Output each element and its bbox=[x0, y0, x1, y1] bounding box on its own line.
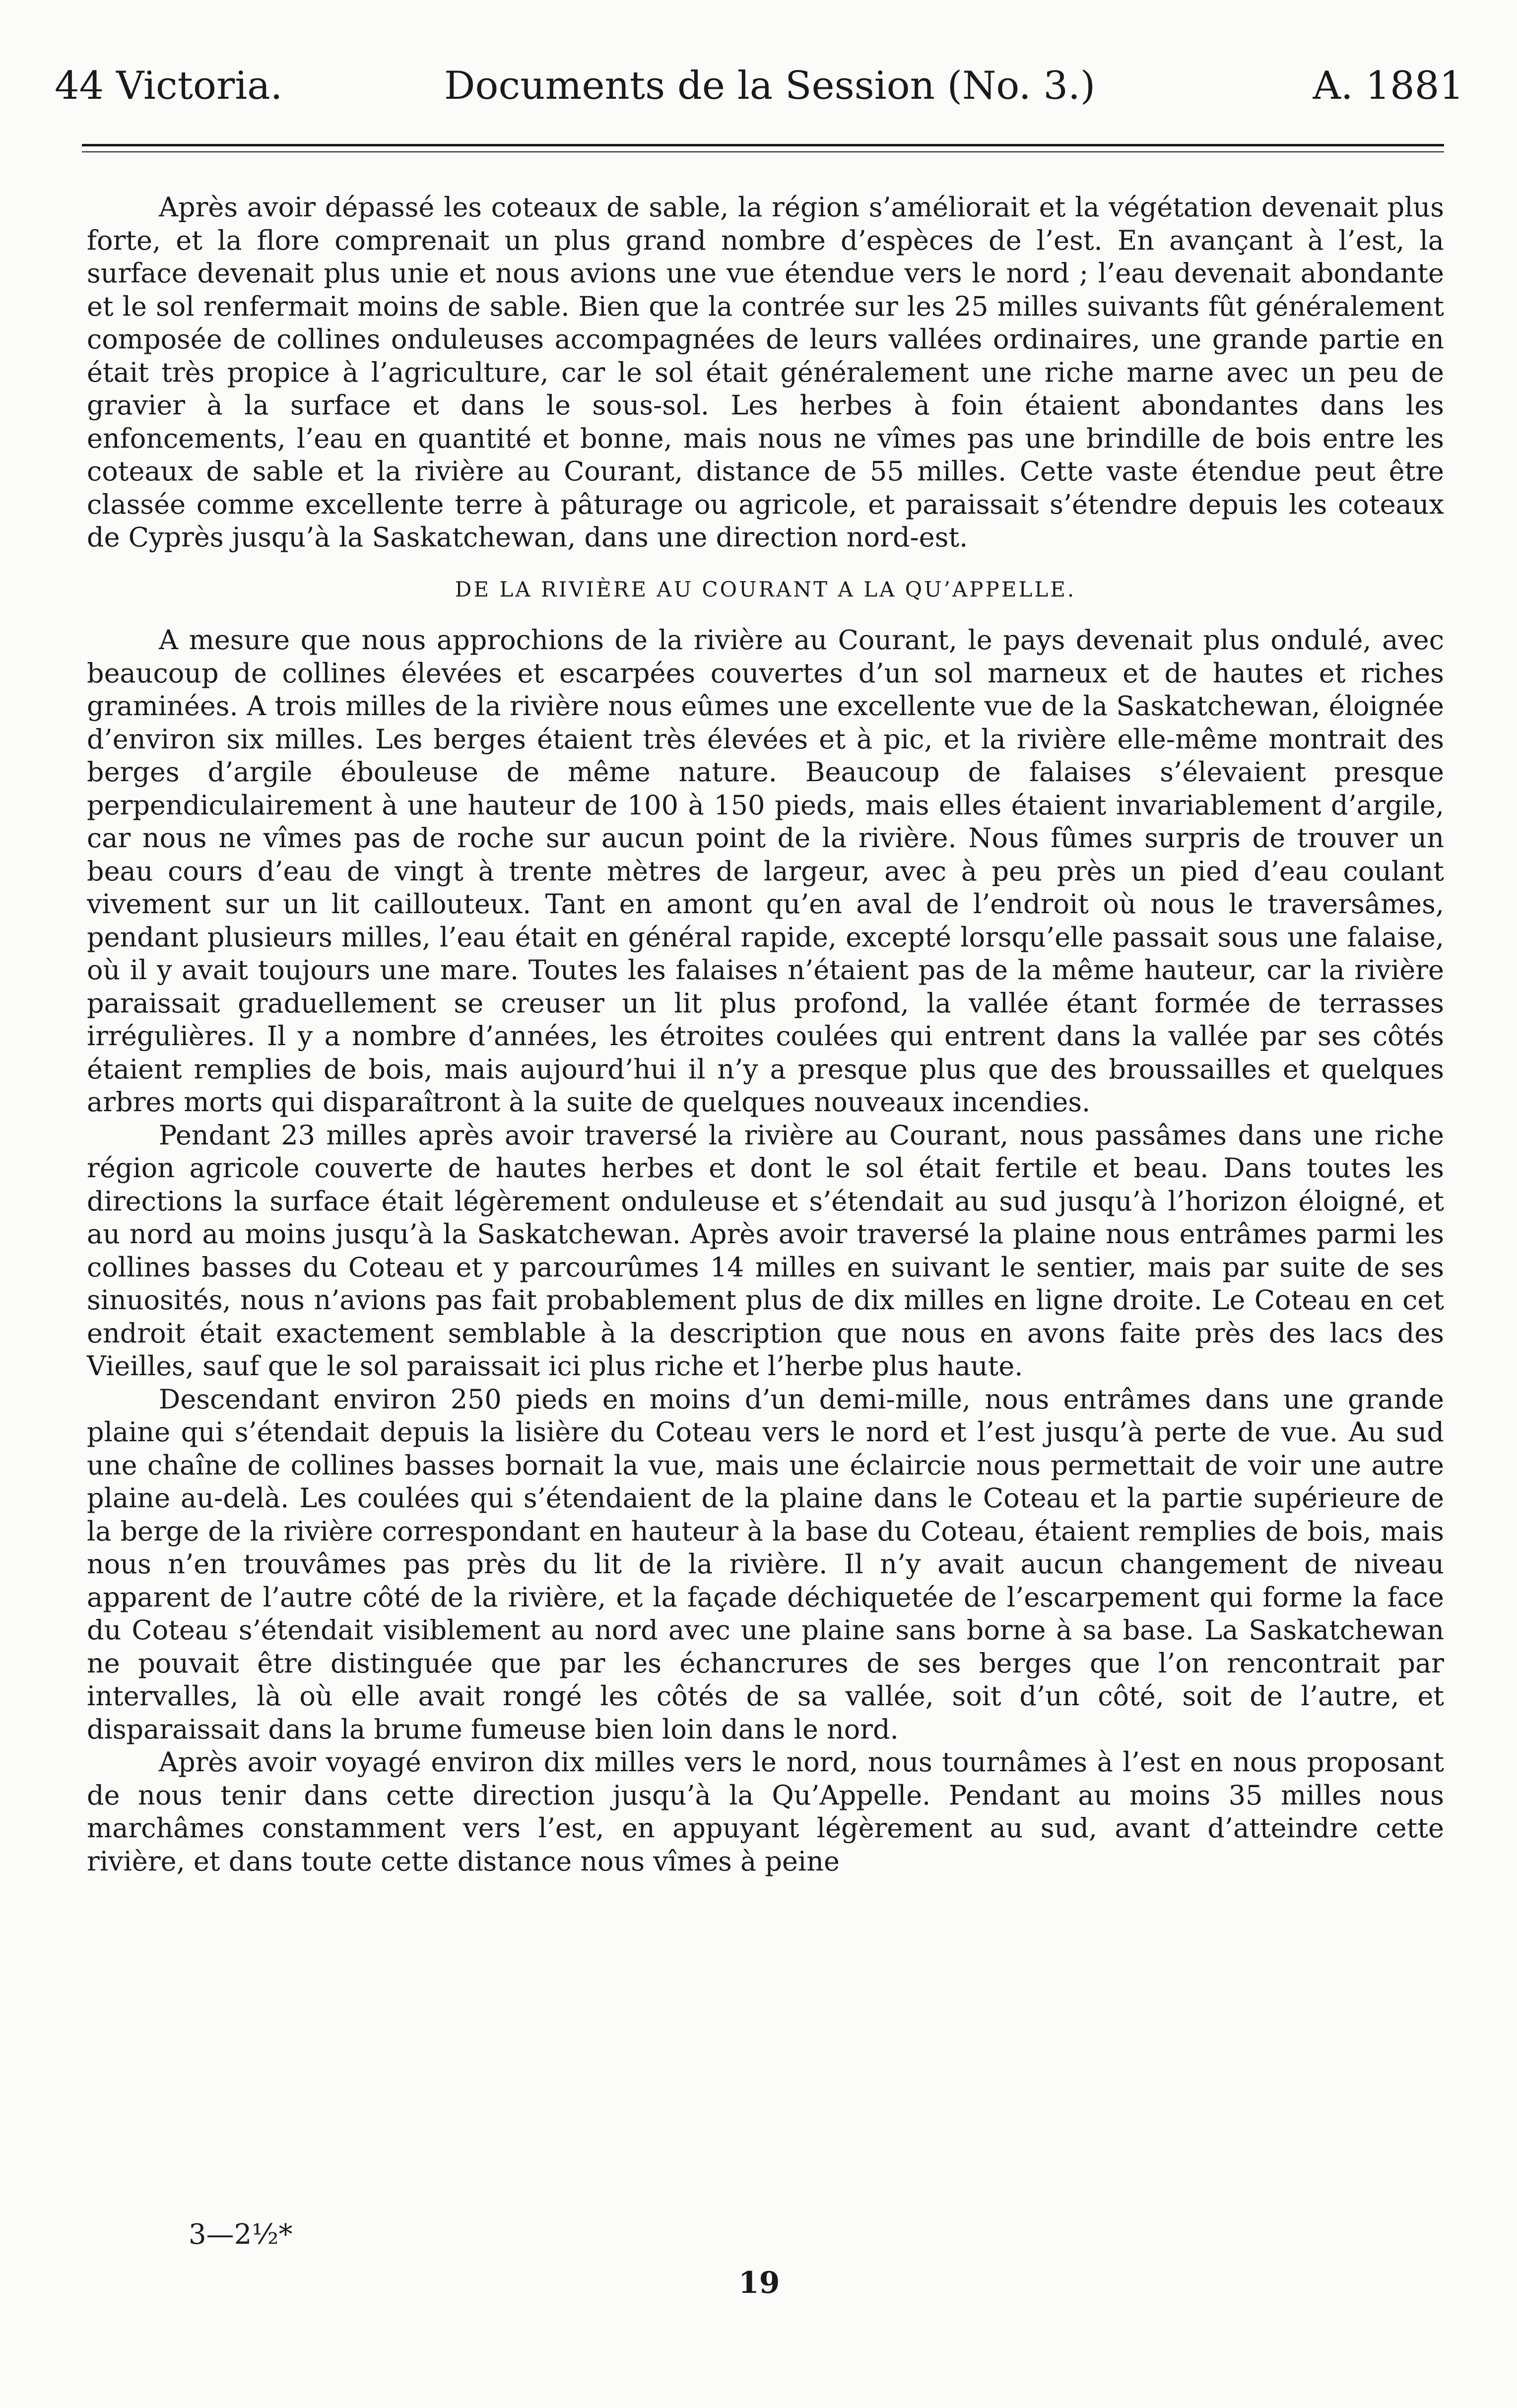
body-text bbox=[87, 191, 1444, 1878]
header-title: Documents de la Session (No. 3.) bbox=[444, 64, 1096, 108]
header-volume: 44 Victoria. bbox=[55, 64, 283, 108]
paragraph-2: A mesure que nous approchions de la rivière au Courant, le pays devenait plus ondulé, avec beaucoup de collines élevées et escarpées couvertes d’un sol marneux et de hautes et riches graminées. A trois milles de la rivière nous eûmes une excellente vue de la Saskatchewan, éloignée d’environ six milles. Les berges étaient très élevées et à pic, et la rivière elle-même montrait des berges d’argile ébouleuse de même nature. Beaucoup de falaises s’élevaient presque perpendiculairement à une hauteur de 100 à 150 pieds, mais elles étaient invariablement d’argile, car nous ne vîmes pas de roche sur aucun point de la rivière. Nous fûmes surpris de trouver un beau cours d’eau de vingt à trente mètres de largeur, avec à peu près un pied d’eau coulant vivement sur un lit caillouteux. Tant en amont qu’en aval de l’endroit où nous le traversâmes, pendant plusieurs milles, l’eau était en général rapide, excepté lorsqu’elle passait sous une falaise, où il y avait toujours une mare. Toutes les falaises n’étaient pas de la même hauteur, car la rivière paraissait graduellement se creuser un lit plus profond, la vallée étant formée de terrasses irrégulières. Il y a nombre d’années, les étroites coulées qui entrent dans la vallée par ses côtés étaient remplies de bois, mais aujourd’hui il n’y a presque plus que des broussailles et quelques arbres morts qui disparaîtront à la suite de quelques nouveaux incendies. bbox=[87, 624, 1444, 1118]
running-header bbox=[55, 59, 1464, 113]
header-rule-thin bbox=[82, 151, 1444, 152]
paragraph-3: Pendant 23 milles après avoir traversé la rivière au Courant, nous passâmes dans une riche région agricole couverte de hautes herbes et dont le sol était fertile et beau. Dans toutes les directions la surface était légèrement onduleuse et s’étendait au sud jusqu’à l’horizon éloigné, et au nord au moins jusqu’à la Saskatchewan. Après avoir traversé la plaine nous entrâmes parmi les collines basses du Coteau et y parcourûmes 14 milles en suivant le sentier, mais par suite de ses sinuosités, nous n’avions pas fait probablement plus de dix milles en ligne droite. Le Coteau en cet endroit était exactement semblable à la description que nous en avons faite près des lacs des Vieilles, sauf que le sol paraissait ici plus riche et l’herbe plus haute. bbox=[87, 1119, 1444, 1382]
paragraph-1: Après avoir dépassé les coteaux de sable, la région s’améliorait et la végétation devenait plus forte, et la flore comprenait un plus grand nombre d’espèces de l’est. En avançant à l’est, la surface devenait plus unie et nous avions une vue étendue vers le nord ; l’eau devenait abondante et le sol renfermait moins de sable. Bien que la contrée sur les 25 milles suivants fût généralement composée de collines onduleuses accompagnées de leurs vallées ordinaires, une grande partie en était très propice à l’agriculture, car le sol était généralement une riche marne avec un peu de gravier à la surface et dans le sous-sol. Les herbes à foin étaient abondantes dans les enfoncements, l’eau en quantité et bonne, mais nous ne vîmes pas une brindille de bois entre les coteaux de sable et la rivière au Courant, distance de 55 milles. Cette vaste étendue peut être classée comme excellente terre à pâturage ou agricole, et paraissait s’étendre depuis les coteaux de Cyprès jusqu’à la Saskatchewan, dans une direction nord-est. bbox=[87, 192, 1444, 553]
page-number: 19 bbox=[738, 2266, 780, 2300]
paragraph-5: Après avoir voyagé environ dix milles vers le nord, nous tournâmes à l’est en nous proposant de nous tenir dans cette direction jusqu’à la Qu’Appelle. Pendant au moins 35 milles nous marchâmes constamment vers l’est, en appuyant légèrement au sud, avant d’atteindre cette rivière, et dans toute cette distance nous vîmes à peine bbox=[87, 1746, 1444, 1877]
header-year: A. 1881 bbox=[1313, 64, 1464, 108]
paragraph-4: Descendant environ 250 pieds en moins d’un demi-mille, nous entrâmes dans une grande plaine qui s’étendait depuis la lisière du Coteau vers le nord et l’est jusqu’à perte de vue. Au sud une chaîne de collines basses bornait la vue, mais une éclaircie nous permettait de voir une autre plaine au-delà. Les coulées qui s’étendaient de la plaine dans le Coteau et la partie supérieure de la berge de la rivière correspondant en hauteur à la base du Coteau, étaient remplies de bois, mais nous n’en trouvâmes pas près du lit de la rivière. Il n’y avait aucun changement de niveau apparent de l’autre côté de la rivière, et la façade déchiquetée de l’escarpement qui forme la face du Coteau s’étendait visiblement au nord avec une plaine sans borne à sa base. La Saskatchewan ne pouvait être distinguée que par les échancrures de ses berges que l’on rencontrait par intervalles, là où elle avait rongé les côtés de sa vallée, soit d’un côté, soit de l’autre, et disparaissait dans la brume fumeuse bien loin dans le nord. bbox=[87, 1383, 1444, 1745]
signature-mark: 3—2½* bbox=[189, 2218, 293, 2251]
header-rule-thick bbox=[82, 144, 1444, 146]
section-heading: DE LA RIVIÈRE AU COURANT A LA QU’APPELLE. bbox=[455, 577, 1076, 602]
